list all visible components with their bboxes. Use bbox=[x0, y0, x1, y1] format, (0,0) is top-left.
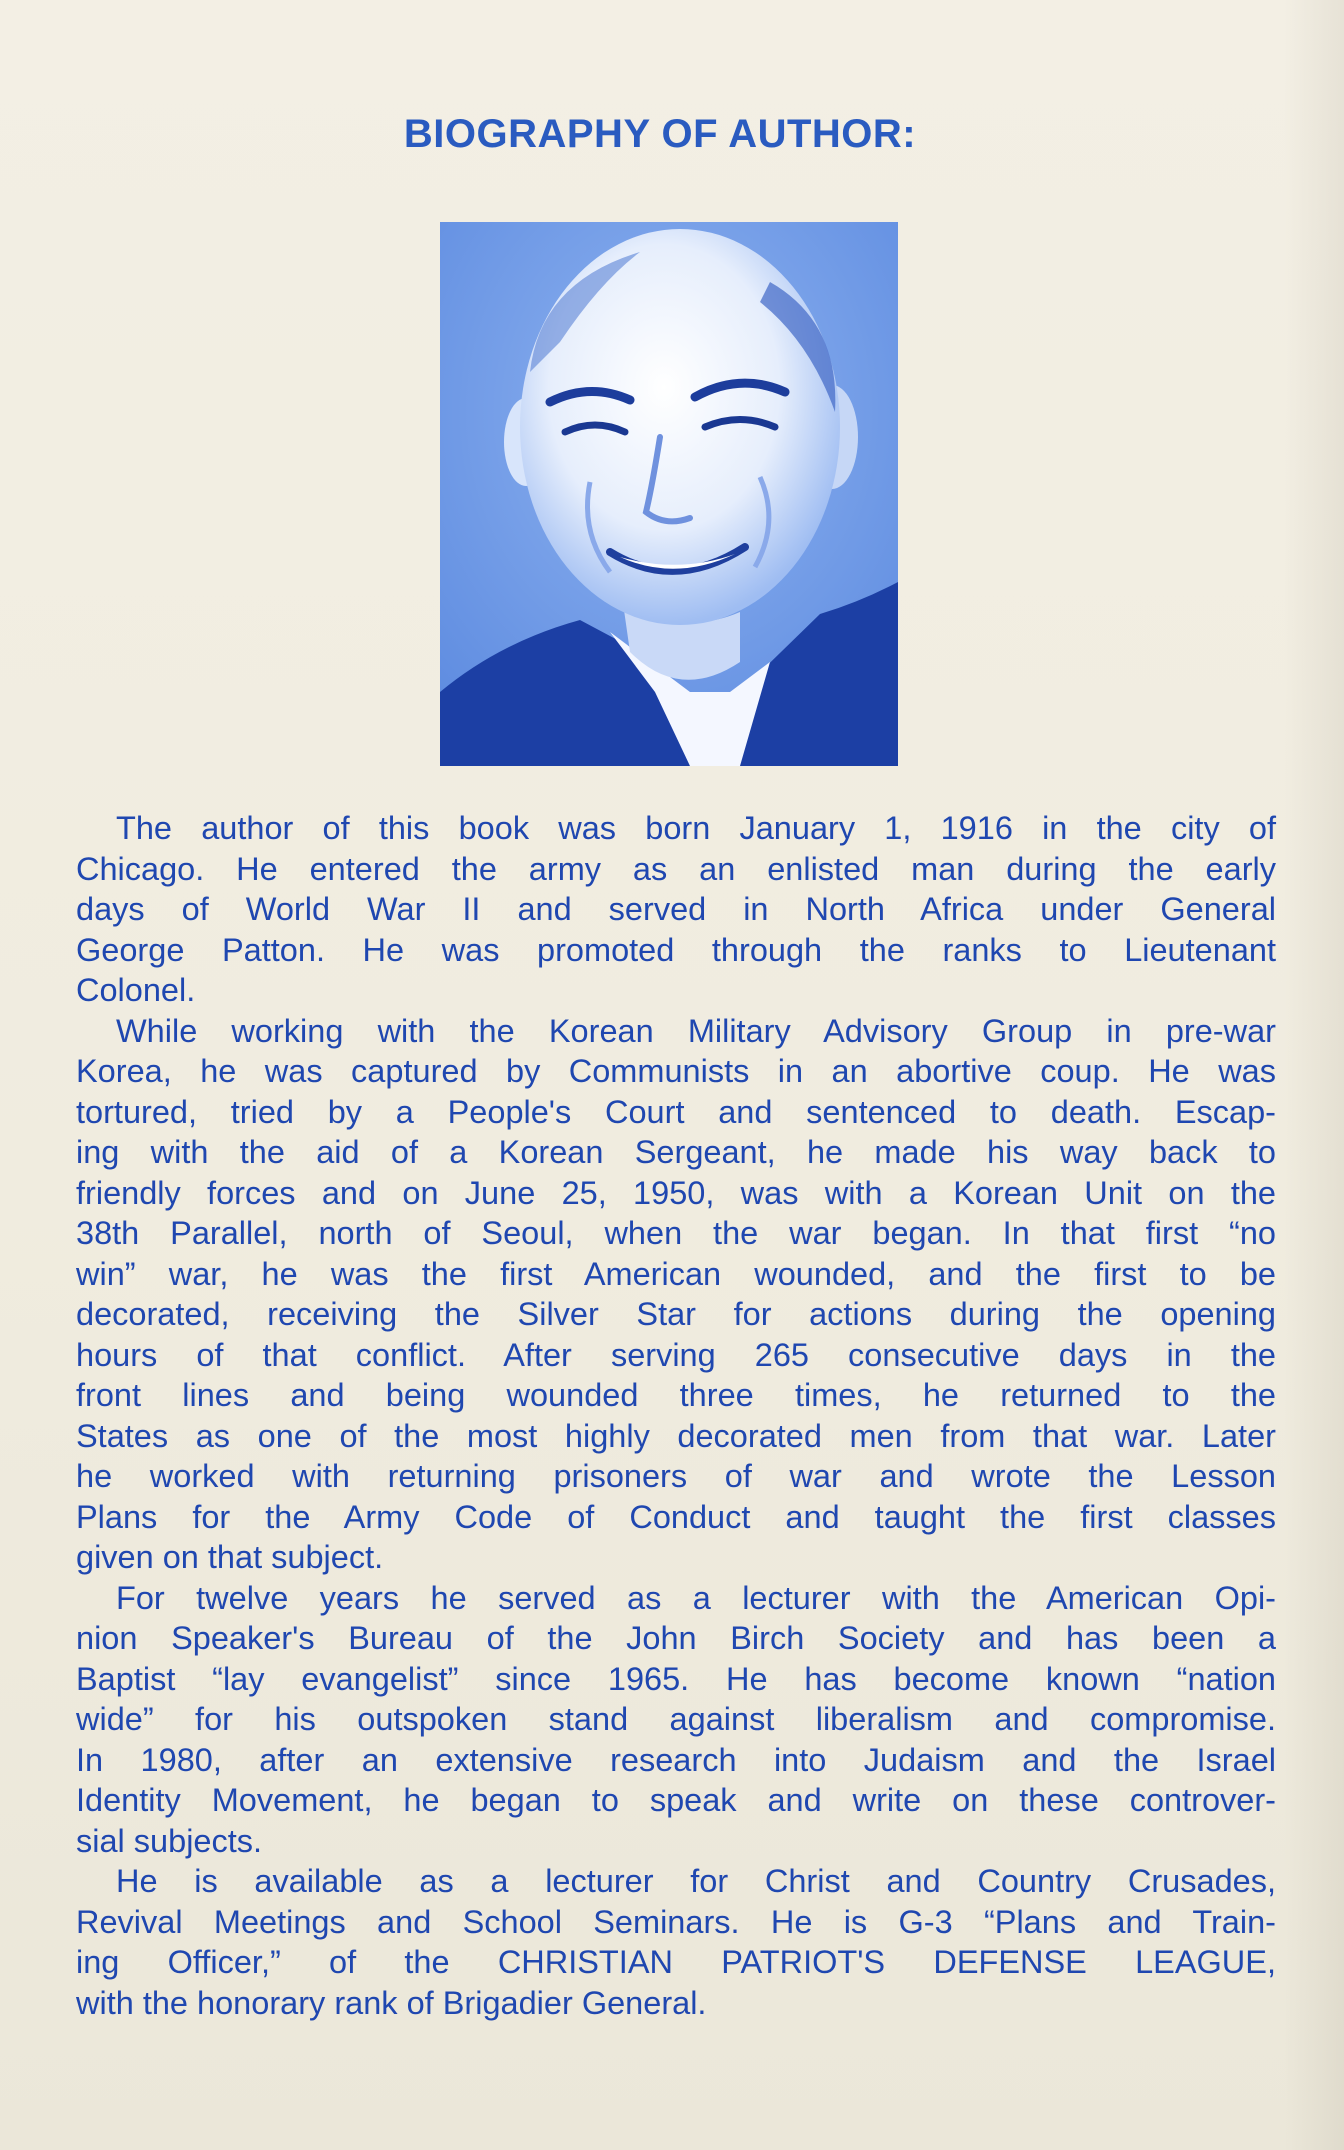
text-line: While working with the Korean Military Advisory Group in pre-war bbox=[116, 1012, 1276, 1049]
text-line: nion Speaker's Bureau of the John Birch Society and has been a bbox=[76, 1620, 1276, 1656]
author-portrait bbox=[440, 222, 898, 766]
text-line: decorated, receiving the Silver Star for actions during the opening bbox=[76, 1296, 1276, 1332]
text-line: sial subjects. bbox=[76, 1822, 263, 1859]
text-line: front lines and being wounded three times, he returned to the bbox=[76, 1377, 1276, 1413]
text-line: Revival Meetings and School Seminars. He is G-3 “Plans and Train- bbox=[76, 1903, 1276, 1940]
text-line: hours of that conflict. After serving 265 consecutive days in the bbox=[76, 1336, 1276, 1373]
text-line: Colonel. bbox=[76, 972, 196, 1008]
paragraph-1 bbox=[76, 808, 1276, 1011]
text-line: 38th Parallel, north of Seoul, when the war began. In that first “no bbox=[76, 1215, 1276, 1251]
text-line: Korea, he was captured by Communists in an abortive coup. He was bbox=[76, 1053, 1276, 1089]
text-line: days of World War II and served in North Africa under General bbox=[76, 891, 1276, 927]
text-line: ing Officer,” of the CHRISTIAN PATRIOT'S DEFENSE LEAGUE, bbox=[76, 1944, 1276, 1980]
text-line: For twelve years he served as a lecturer with the American Opi- bbox=[116, 1579, 1276, 1616]
text-line: he worked with returning prisoners of war and wrote the Lesson bbox=[76, 1458, 1276, 1494]
text-line: States as one of the most highly decorated men from that war. Later bbox=[76, 1417, 1276, 1454]
paragraph-2 bbox=[76, 1011, 1276, 1578]
text-line: George Patton. He was promoted through the ranks to Lieutenant bbox=[76, 931, 1276, 968]
text-line: ing with the aid of a Korean Sergeant, he made his way back to bbox=[76, 1134, 1276, 1170]
text-line: given on that subject. bbox=[76, 1539, 384, 1575]
text-line: Baptist “lay evangelist” since 1965. He has become known “nation bbox=[76, 1660, 1276, 1697]
paragraph-3 bbox=[76, 1578, 1276, 1862]
portrait-image bbox=[440, 222, 898, 766]
text-line: with the honorary rank of Brigadier General. bbox=[76, 1984, 707, 2021]
page-title: BIOGRAPHY OF AUTHOR: bbox=[403, 112, 917, 156]
text-line: friendly forces and on June 25, 1950, was with a Korean Unit on the bbox=[76, 1174, 1276, 1211]
text-line: Plans for the Army Code of Conduct and taught the first classes bbox=[76, 1498, 1276, 1535]
text-line: Identity Movement, he began to speak and write on these controver- bbox=[76, 1782, 1276, 1818]
text-line: win” war, he was the first American wounded, and the first to be bbox=[76, 1255, 1276, 1292]
text-line: wide” for his outspoken stand against liberalism and compromise. bbox=[76, 1701, 1276, 1737]
text-line: The author of this book was born January 1, 1916 in the city of bbox=[116, 810, 1276, 846]
text-line: Chicago. He entered the army as an enlisted man during the early bbox=[76, 850, 1276, 887]
paragraph-4 bbox=[76, 1861, 1276, 2023]
biography-text bbox=[76, 808, 1276, 2023]
text-line: In 1980, after an extensive research into Judaism and the Israel bbox=[76, 1741, 1276, 1778]
text-line: tortured, tried by a People's Court and sentenced to death. Escap- bbox=[76, 1093, 1276, 1130]
text-line: He is available as a lecturer for Christ and Country Crusades, bbox=[116, 1863, 1276, 1899]
